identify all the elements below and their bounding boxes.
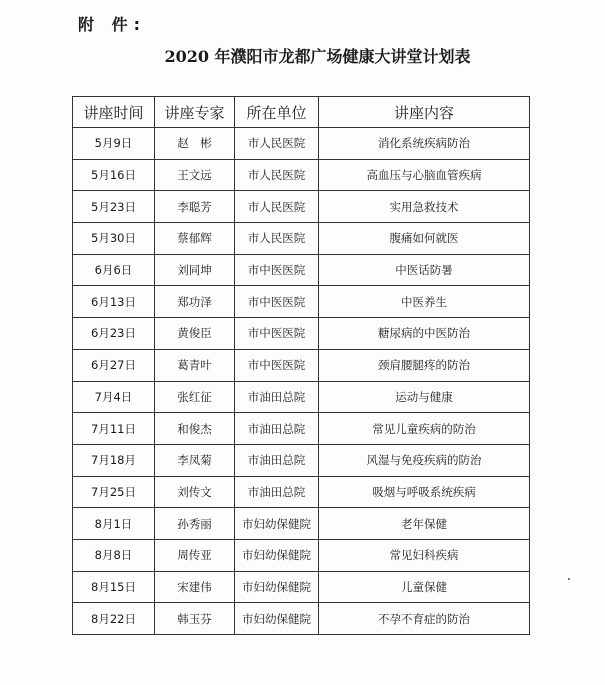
table-header-row bbox=[73, 97, 530, 128]
cell-time: 7月11日 bbox=[73, 413, 155, 445]
cell-content: 中医养生 bbox=[319, 286, 530, 318]
cell-content: 实用急救技术 bbox=[319, 191, 530, 223]
cell-expert: 孙秀丽 bbox=[155, 508, 235, 540]
table-row bbox=[73, 381, 530, 413]
table-row bbox=[73, 476, 530, 508]
cell-time: 8月8日 bbox=[73, 539, 155, 571]
header-time: 讲座时间 bbox=[73, 97, 155, 128]
cell-unit: 市人民医院 bbox=[235, 223, 319, 255]
table-row bbox=[73, 603, 530, 635]
cell-unit: 市妇幼保健院 bbox=[235, 571, 319, 603]
cell-expert: 黄俊臣 bbox=[155, 318, 235, 350]
page-title: 2020 年濮阳市龙都广场健康大讲堂计划表 bbox=[164, 47, 471, 66]
table-row bbox=[73, 413, 530, 445]
cell-time: 5月9日 bbox=[73, 128, 155, 160]
cell-expert: 李凤菊 bbox=[155, 444, 235, 476]
table-row bbox=[73, 444, 530, 476]
cell-content: 风湿与免疫疾病的防治 bbox=[319, 444, 530, 476]
header-unit: 所在单位 bbox=[235, 97, 319, 128]
cell-expert: 张红征 bbox=[155, 381, 235, 413]
cell-content: 消化系统疾病防治 bbox=[319, 128, 530, 160]
header-content: 讲座内容 bbox=[319, 97, 530, 128]
cell-content: 高血压与心脑血管疾病 bbox=[319, 159, 530, 191]
cell-expert: 赵 彬 bbox=[155, 128, 235, 160]
cell-time: 8月1日 bbox=[73, 508, 155, 540]
cell-unit: 市油田总院 bbox=[235, 476, 319, 508]
cell-content: 中医话防暑 bbox=[319, 254, 530, 286]
cell-unit: 市妇幼保健院 bbox=[235, 539, 319, 571]
table-row bbox=[73, 254, 530, 286]
cell-expert: 王文远 bbox=[155, 159, 235, 191]
table-row bbox=[73, 508, 530, 540]
cell-content: 不孕不育症的防治 bbox=[319, 603, 530, 635]
table-row bbox=[73, 191, 530, 223]
cell-expert: 刘同坤 bbox=[155, 254, 235, 286]
cell-content: 腹痛如何就医 bbox=[319, 223, 530, 255]
cell-time: 7月18月 bbox=[73, 444, 155, 476]
cell-time: 6月27日 bbox=[73, 349, 155, 381]
cell-expert: 葛青叶 bbox=[155, 349, 235, 381]
cell-time: 5月30日 bbox=[73, 223, 155, 255]
cell-unit: 市人民医院 bbox=[235, 191, 319, 223]
cell-content: 儿童保健 bbox=[319, 571, 530, 603]
cell-expert: 蔡郁辉 bbox=[155, 223, 235, 255]
cell-expert: 周传亚 bbox=[155, 539, 235, 571]
cell-content: 常见儿童疾病的防治 bbox=[319, 413, 530, 445]
cell-unit: 市中医医院 bbox=[235, 254, 319, 286]
cell-time: 6月13日 bbox=[73, 286, 155, 318]
cell-unit: 市中医医院 bbox=[235, 318, 319, 350]
cell-content: 颈肩腰腿疼的防治 bbox=[319, 349, 530, 381]
cell-time: 5月23日 bbox=[73, 191, 155, 223]
table-body bbox=[73, 128, 530, 635]
cell-unit: 市油田总院 bbox=[235, 444, 319, 476]
cell-unit: 市妇幼保健院 bbox=[235, 603, 319, 635]
cell-time: 8月22日 bbox=[73, 603, 155, 635]
cell-expert: 韩玉芬 bbox=[155, 603, 235, 635]
cell-unit: 市油田总院 bbox=[235, 381, 319, 413]
cell-expert: 郑功泽 bbox=[155, 286, 235, 318]
cell-time: 7月4日 bbox=[73, 381, 155, 413]
table-row bbox=[73, 571, 530, 603]
cell-expert: 刘传文 bbox=[155, 476, 235, 508]
cell-content: 老年保健 bbox=[319, 508, 530, 540]
table-row bbox=[73, 539, 530, 571]
cell-unit: 市中医医院 bbox=[235, 349, 319, 381]
attachment-label: 附 件: bbox=[78, 15, 146, 34]
cell-unit: 市中医医院 bbox=[235, 286, 319, 318]
cell-unit: 市人民医院 bbox=[235, 128, 319, 160]
cell-time: 6月23日 bbox=[73, 318, 155, 350]
cell-content: 糖尿病的中医防治 bbox=[319, 318, 530, 350]
cell-time: 6月6日 bbox=[73, 254, 155, 286]
table-row bbox=[73, 349, 530, 381]
scan-speck bbox=[568, 578, 570, 580]
cell-unit: 市油田总院 bbox=[235, 413, 319, 445]
cell-expert: 李聪芳 bbox=[155, 191, 235, 223]
table-row bbox=[73, 286, 530, 318]
cell-expert: 宋建伟 bbox=[155, 571, 235, 603]
table-row bbox=[73, 223, 530, 255]
cell-time: 7月25日 bbox=[73, 476, 155, 508]
table-row bbox=[73, 128, 530, 160]
cell-content: 常见妇科疾病 bbox=[319, 539, 530, 571]
cell-expert: 和俊杰 bbox=[155, 413, 235, 445]
table-row bbox=[73, 318, 530, 350]
cell-unit: 市人民医院 bbox=[235, 159, 319, 191]
header-expert: 讲座专家 bbox=[155, 97, 235, 128]
cell-unit: 市妇幼保健院 bbox=[235, 508, 319, 540]
cell-time: 5月16日 bbox=[73, 159, 155, 191]
lecture-schedule-table bbox=[72, 96, 530, 635]
table-row bbox=[73, 159, 530, 191]
cell-time: 8月15日 bbox=[73, 571, 155, 603]
cell-content: 吸烟与呼吸系统疾病 bbox=[319, 476, 530, 508]
cell-content: 运动与健康 bbox=[319, 381, 530, 413]
